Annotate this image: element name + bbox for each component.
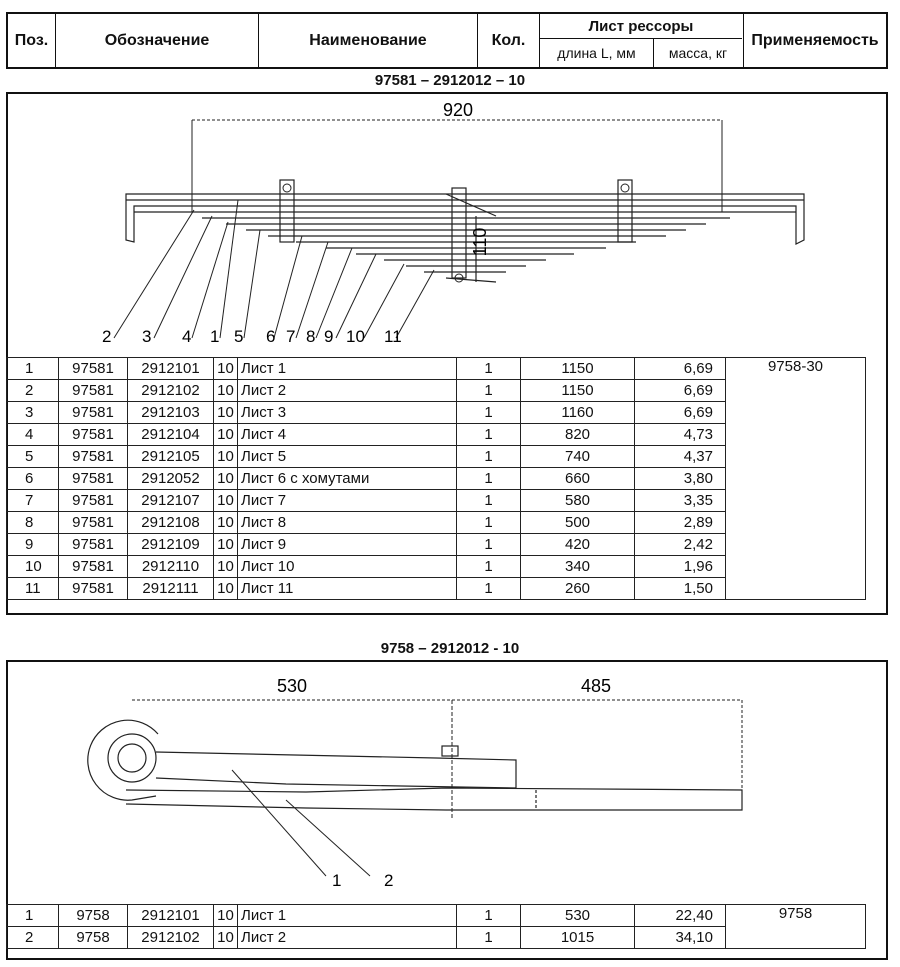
row-length: 740 (521, 446, 635, 468)
row-code-prefix: 97581 (59, 380, 128, 402)
row-code-prefix: 97581 (59, 490, 128, 512)
row-name: Лист 9 (238, 534, 457, 556)
row-mass: 3,35 (635, 490, 726, 512)
row-length: 500 (521, 512, 635, 534)
table-row (7, 905, 866, 927)
row-pos: 8 (7, 512, 59, 534)
row-code-suffix: 10 (214, 402, 238, 424)
row-code-prefix: 97581 (59, 556, 128, 578)
section1-table (6, 357, 866, 600)
row-pos: 2 (7, 927, 59, 949)
row-code-number: 2912109 (128, 534, 214, 556)
row-applicability: 9758-30 (726, 358, 866, 600)
row-code-suffix: 10 (214, 534, 238, 556)
row-mass: 22,40 (635, 905, 726, 927)
row-code-suffix: 10 (214, 556, 238, 578)
row-code-number: 2912101 (128, 358, 214, 380)
callout-2-0: 1 (332, 871, 342, 890)
row-code-prefix: 97581 (59, 512, 128, 534)
row-length: 580 (521, 490, 635, 512)
row-code-suffix: 10 (214, 512, 238, 534)
row-code-prefix: 97581 (59, 424, 128, 446)
row-name: Лист 7 (238, 490, 457, 512)
row-code-prefix: 9758 (59, 905, 128, 927)
row-mass: 1,96 (635, 556, 726, 578)
section2-table (6, 904, 866, 949)
row-code-suffix: 10 (214, 358, 238, 380)
callout-1-4: 5 (234, 327, 244, 346)
row-mass: 6,69 (635, 402, 726, 424)
row-mass: 2,89 (635, 512, 726, 534)
row-qty: 1 (457, 424, 521, 446)
row-mass: 2,42 (635, 534, 726, 556)
row-qty: 1 (457, 380, 521, 402)
row-qty: 1 (457, 512, 521, 534)
callout-1-6: 7 (286, 327, 296, 346)
row-name: Лист 6 с хомутами (238, 468, 457, 490)
row-code-number: 2912111 (128, 578, 214, 600)
header-sheet-group (540, 14, 744, 67)
row-code-number: 2912108 (128, 512, 214, 534)
row-code-prefix: 97581 (59, 402, 128, 424)
row-name: Лист 5 (238, 446, 457, 468)
callout-1-0: 2 (102, 327, 112, 346)
row-code-suffix: 10 (214, 468, 238, 490)
row-code-suffix: 10 (214, 446, 238, 468)
row-code-number: 2912101 (128, 905, 214, 927)
dim-span: 920 (442, 100, 474, 120)
row-pos: 6 (7, 468, 59, 490)
row-length: 1160 (521, 402, 635, 424)
row-length: 820 (521, 424, 635, 446)
row-length: 420 (521, 534, 635, 556)
row-pos: 9 (7, 534, 59, 556)
row-code-prefix: 97581 (59, 534, 128, 556)
row-name: Лист 8 (238, 512, 457, 534)
row-code-prefix: 97581 (59, 446, 128, 468)
row-code-number: 2912104 (128, 424, 214, 446)
callout-1-1: 3 (142, 327, 152, 346)
row-qty: 1 (457, 534, 521, 556)
row-pos: 3 (7, 402, 59, 424)
row-qty: 1 (457, 927, 521, 949)
row-code-number: 2912102 (128, 927, 214, 949)
dim-right: 485 (580, 676, 612, 696)
callout-1-5: 6 (266, 327, 276, 346)
row-name: Лист 2 (238, 380, 457, 402)
callout-1-8: 9 (324, 327, 334, 346)
row-pos: 11 (7, 578, 59, 600)
row-mass: 1,50 (635, 578, 726, 600)
row-mass: 34,10 (635, 927, 726, 949)
callout-1-2: 4 (182, 327, 192, 346)
spring2-drawing (6, 660, 888, 903)
row-pos: 4 (7, 424, 59, 446)
row-length: 1150 (521, 358, 635, 380)
header-mass: масса, кг (668, 45, 728, 61)
row-pos: 2 (7, 380, 59, 402)
row-length: 1015 (521, 927, 635, 949)
row-code-suffix: 10 (214, 424, 238, 446)
row-qty: 1 (457, 446, 521, 468)
row-pos: 1 (7, 358, 59, 380)
header-sheet: Лист рессоры (540, 14, 742, 39)
row-code-number: 2912102 (128, 380, 214, 402)
row-qty: 1 (457, 490, 521, 512)
row-name: Лист 2 (238, 927, 457, 949)
callout-1-3: 1 (210, 327, 220, 346)
row-length: 660 (521, 468, 635, 490)
row-qty: 1 (457, 578, 521, 600)
row-name: Лист 1 (238, 905, 457, 927)
row-mass: 4,37 (635, 446, 726, 468)
row-qty: 1 (457, 358, 521, 380)
section2-title: 9758 – 2912012 - 10 (380, 640, 520, 657)
row-mass: 6,69 (635, 358, 726, 380)
callout-2-1: 2 (384, 871, 394, 890)
row-code-number: 2912103 (128, 402, 214, 424)
row-length: 530 (521, 905, 635, 927)
row-pos: 1 (7, 905, 59, 927)
row-code-prefix: 97581 (59, 468, 128, 490)
header-designation: Обозначение (56, 14, 259, 67)
row-qty: 1 (457, 468, 521, 490)
column-header (6, 12, 888, 69)
row-qty: 1 (457, 402, 521, 424)
header-applicability: Применяемость (751, 31, 879, 49)
callout-1-10: 11 (384, 327, 402, 346)
header-qty: Кол. (478, 14, 540, 67)
row-code-prefix: 97581 (59, 358, 128, 380)
row-mass: 3,80 (635, 468, 726, 490)
row-code-suffix: 10 (214, 578, 238, 600)
row-code-number: 2912105 (128, 446, 214, 468)
row-length: 1150 (521, 380, 635, 402)
row-name: Лист 10 (238, 556, 457, 578)
row-pos: 10 (7, 556, 59, 578)
header-length: длина L, мм (540, 39, 654, 67)
row-code-suffix: 10 (214, 490, 238, 512)
section1-title: 97581 – 2912012 – 10 (374, 72, 526, 89)
row-code-suffix: 10 (214, 927, 238, 949)
callout-1-9: 10 (346, 327, 365, 346)
row-pos: 5 (7, 446, 59, 468)
row-name: Лист 1 (238, 358, 457, 380)
row-code-number: 2912110 (128, 556, 214, 578)
spring1-drawing (6, 92, 888, 357)
row-pos: 7 (7, 490, 59, 512)
row-code-prefix: 97581 (59, 578, 128, 600)
row-mass: 6,69 (635, 380, 726, 402)
header-pos: Поз. (8, 14, 56, 67)
row-mass: 4,73 (635, 424, 726, 446)
table-row (7, 358, 866, 380)
row-code-number: 2912107 (128, 490, 214, 512)
dim-height: 110 (470, 227, 490, 257)
row-code-suffix: 10 (214, 905, 238, 927)
row-name: Лист 4 (238, 424, 457, 446)
header-name: Наименование (259, 14, 478, 67)
row-length: 260 (521, 578, 635, 600)
row-name: Лист 11 (238, 578, 457, 600)
row-qty: 1 (457, 556, 521, 578)
row-name: Лист 3 (238, 402, 457, 424)
row-code-number: 2912052 (128, 468, 214, 490)
callout-1-7: 8 (306, 327, 316, 346)
row-qty: 1 (457, 905, 521, 927)
row-code-prefix: 9758 (59, 927, 128, 949)
row-code-suffix: 10 (214, 380, 238, 402)
row-applicability: 9758 (726, 905, 866, 949)
row-length: 340 (521, 556, 635, 578)
dim-left: 530 (276, 676, 308, 696)
